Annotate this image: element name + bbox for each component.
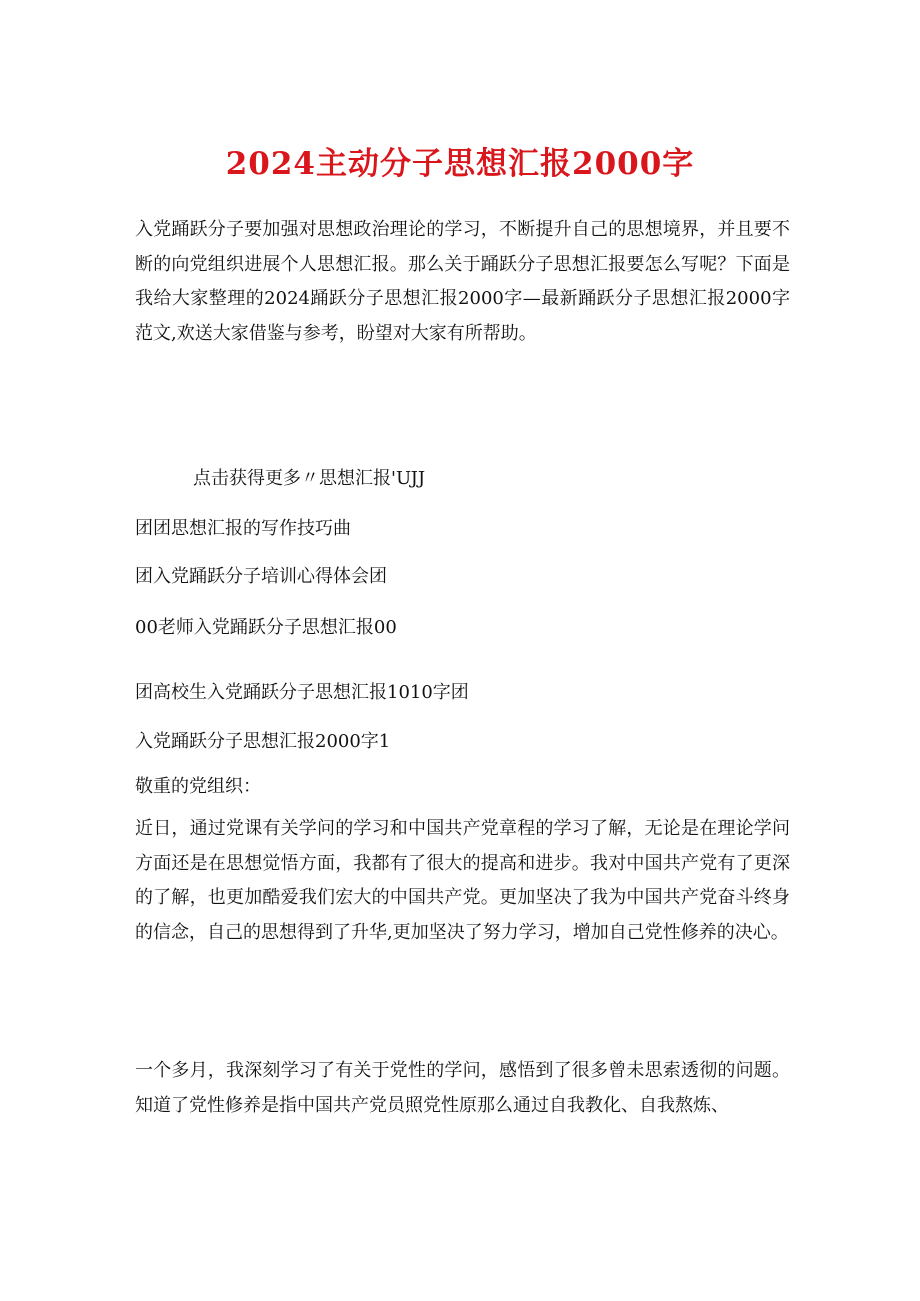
link-more-reports[interactable]: 点击获得更多〃思想汇报'UJJ: [193, 468, 426, 489]
link-training-experience[interactable]: 团入党踊跃分子培训心得体会团: [135, 566, 387, 587]
link-student-report[interactable]: 团高校生入党踊跃分子思想汇报1010字团: [135, 682, 469, 703]
intro-paragraph: 入党踊跃分子要加强对思想政治理论的学习，不断提升自己的思想境界，并且要不断的向党组织进展个人思想汇报。那么关于踊跃分子思想汇报要怎么写呢？下面是我给大家整理的2024踊跃分子思想汇报2000字—最新踊跃分子思想汇报2000字范文,欢送大家借鉴与参考，盼望对大家有所帮助。: [135, 219, 790, 344]
salutation: 敬重的党组织：: [135, 776, 261, 797]
link-writing-tips[interactable]: 团团思想汇报的写作技巧曲: [135, 518, 351, 539]
link-teacher-report[interactable]: 00老师入党踊跃分子思想汇报00: [135, 617, 397, 638]
body-paragraph-2: 一个多月，我深刻学习了有关于党性的学问，感悟到了很多曾未思索透彻的问题。知道了党性修养是指中国共产党员照党性原那么通过自我教化、自我熬炼、: [135, 1060, 790, 1116]
section-heading: 入党踊跃分子思想汇报2000字1: [135, 731, 391, 752]
body-paragraph-1: 近日，通过党课有关学问的学习和中国共产党章程的学习了解，无论是在理论学问方面还是在思想觉悟方面，我都有了很大的提高和进步。我对中国共产党有了更深的了解，也更加酷爱我们宏大的中国共产党。更加坚决了我为中国共产党奋斗终身的信念，自己的思想得到了升华,更加坚决了努力学习，增加自己党性修养的决心。: [135, 818, 790, 943]
document-title: 2024主动分子思想汇报2000字: [225, 146, 695, 182]
